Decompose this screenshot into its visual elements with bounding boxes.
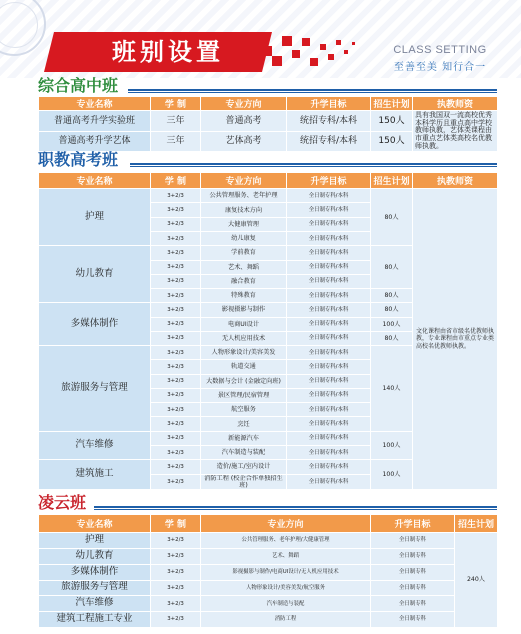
enrollment-plan: 80人 [371, 189, 413, 246]
admission-goal: 全日制专科 [371, 580, 455, 596]
major-direction: 康复技术方向 [201, 203, 287, 217]
decorative-pixel-mosaic [262, 32, 362, 72]
program-length: 3+2/3 [151, 203, 201, 217]
table-header-row [39, 515, 498, 533]
major-name: 幼儿教育 [39, 246, 151, 303]
program-length: 3+2/3 [151, 580, 201, 596]
program-length: 3+2/3 [151, 460, 201, 474]
major-direction: 造价/施工/室内设计 [201, 460, 287, 474]
major-direction: 人物形象设计/美容美发/航空服务 [201, 580, 371, 596]
column-header: 专业方向 [201, 515, 371, 533]
major-direction: 消防工程 [201, 612, 371, 628]
program-length: 3+2/3 [151, 445, 201, 459]
section-title: 凌云班 [38, 493, 87, 512]
program-length: 3+2/3 [151, 596, 201, 612]
column-header: 专业名称 [39, 173, 151, 189]
major-direction: 大数据与会计 (金融定向班) [201, 374, 287, 388]
major-direction: 特殊教育 [201, 289, 287, 303]
program-length: 3+2/3 [151, 431, 201, 445]
column-header: 执教师资 [413, 97, 498, 111]
column-header: 专业名称 [39, 515, 151, 533]
table-row [39, 564, 498, 580]
page-title: 班别设置 [112, 38, 224, 66]
column-header: 升学目标 [371, 515, 455, 533]
table-row [39, 189, 498, 203]
major-direction: 影视摄影与制作 [201, 303, 287, 317]
column-header: 招生计划 [371, 173, 413, 189]
admission-goal: 统招专科/本科 [287, 111, 371, 132]
major-name: 护理 [39, 533, 151, 549]
major-direction: 影视摄影与制作/电商UI设计/无人机应用技术 [201, 564, 371, 580]
admission-goal: 全日制专科/本科 [287, 417, 371, 431]
major-direction: 公共管理服务、老年护理/大健康管理 [201, 533, 371, 549]
major-direction: 普通高考 [201, 111, 287, 132]
major-name: 建筑施工 [39, 460, 151, 490]
major-direction: 轨道交通 [201, 360, 287, 374]
program-length: 3+2/3 [151, 374, 201, 388]
admission-goal: 全日制专科/本科 [287, 445, 371, 459]
major-direction: 幼儿康复 [201, 231, 287, 245]
admission-goal: 全日制专科/本科 [287, 274, 371, 288]
major-direction: 烹饪 [201, 417, 287, 431]
comprehensive-class-table [38, 96, 498, 152]
table-header-row [39, 173, 498, 189]
program-length: 3+2/3 [151, 548, 201, 564]
school-motto: 至善至美 知行合一 [393, 62, 487, 73]
admission-goal: 全日制专科/本科 [287, 217, 371, 231]
column-header: 专业方向 [201, 97, 287, 111]
major-name: 普通高考升学艺体 [39, 131, 151, 152]
column-header: 学 制 [151, 515, 201, 533]
program-length: 3+2/3 [151, 246, 201, 260]
program-length: 3+2/3 [151, 189, 201, 203]
admission-goal: 全日制专科 [371, 612, 455, 628]
admission-goal: 全日制专科/本科 [287, 317, 371, 331]
major-direction: 景区管理/民宿管理 [201, 388, 287, 402]
program-length: 3+2/3 [151, 612, 201, 628]
section-divider [128, 89, 497, 91]
lingyun-class-table [38, 514, 498, 628]
admission-goal: 全日制专科/本科 [287, 346, 371, 360]
table-row [39, 612, 498, 628]
section-divider [94, 506, 497, 508]
major-direction: 汽车制造与装配 [201, 596, 371, 612]
faculty-description: 文化课程由省市级名优教师执教，专业课程由市重点专业类高校名优教师执教。 [413, 189, 498, 490]
major-direction: 消防工程 (校企合作单独招生班) [201, 474, 287, 490]
enrollment-plan: 140人 [371, 346, 413, 432]
enrollment-plan: 80人 [371, 303, 413, 317]
major-direction: 融合教育 [201, 274, 287, 288]
program-length: 3+2/3 [151, 274, 201, 288]
vocational-class-table [38, 172, 498, 490]
major-direction: 汽车制造与装配 [201, 445, 287, 459]
major-direction: 新能源汽车 [201, 431, 287, 445]
major-name: 旅游服务与管理 [39, 346, 151, 432]
admission-goal: 全日制专科 [371, 533, 455, 549]
major-name: 护理 [39, 189, 151, 246]
program-length: 3+2/3 [151, 331, 201, 345]
admission-goal: 全日制专科/本科 [287, 260, 371, 274]
program-length: 3+2/3 [151, 317, 201, 331]
admission-goal: 全日制专科 [371, 596, 455, 612]
major-name: 旅游服务与管理 [39, 580, 151, 596]
column-header: 学 制 [151, 97, 201, 111]
admission-goal: 全日制专科/本科 [287, 289, 371, 303]
admission-goal: 全日制专科/本科 [287, 360, 371, 374]
program-length: 3+2/3 [151, 403, 201, 417]
admission-goal: 全日制专科 [371, 564, 455, 580]
major-direction: 艺术、舞蹈 [201, 548, 371, 564]
table-row [39, 533, 498, 549]
faculty-description: 具有我国双一流高校优秀本科学历且重点高中学校教师执教，艺体类课程由市重点艺体类高校名优教师执教。 [413, 111, 498, 152]
major-direction: 大健康管理 [201, 217, 287, 231]
admission-goal: 全日制专科/本科 [287, 431, 371, 445]
section-divider [130, 163, 497, 165]
major-name: 多媒体制作 [39, 564, 151, 580]
admission-goal: 全日制专科/本科 [287, 203, 371, 217]
admission-goal: 全日制专科/本科 [287, 189, 371, 203]
table-row [39, 548, 498, 564]
program-length: 3+2/3 [151, 564, 201, 580]
column-header: 升学目标 [287, 173, 371, 189]
program-length: 3+2/3 [151, 260, 201, 274]
column-header: 专业名称 [39, 97, 151, 111]
program-length: 3+2/3 [151, 533, 201, 549]
column-header: 专业方向 [201, 173, 287, 189]
section-title: 职教高考班 [38, 150, 119, 169]
enrollment-plan: 150人 [371, 111, 413, 132]
major-name: 幼儿教育 [39, 548, 151, 564]
program-length: 3+2/3 [151, 360, 201, 374]
major-direction: 公共管理服务、老年护理 [201, 189, 287, 203]
enrollment-plan: 80人 [371, 246, 413, 289]
column-header: 学 制 [151, 173, 201, 189]
major-direction: 航空服务 [201, 403, 287, 417]
major-name: 普通高考升学实验班 [39, 111, 151, 132]
program-length: 3+2/3 [151, 217, 201, 231]
table-row [39, 596, 498, 612]
enrollment-plan: 150人 [371, 131, 413, 152]
admission-goal: 全日制专科/本科 [287, 460, 371, 474]
admission-goal: 全日制专科/本科 [287, 403, 371, 417]
column-header: 升学目标 [287, 97, 371, 111]
enrollment-plan: 100人 [371, 317, 413, 331]
program-length: 三年 [151, 111, 201, 132]
program-length: 3+2/3 [151, 388, 201, 402]
admission-goal: 全日制专科/本科 [287, 388, 371, 402]
major-name: 汽车维修 [39, 596, 151, 612]
table-row [39, 580, 498, 596]
program-length: 3+2/3 [151, 417, 201, 431]
column-header: 招生计划 [455, 515, 498, 533]
admission-goal: 全日制专科/本科 [287, 231, 371, 245]
major-name: 建筑工程施工专业 [39, 612, 151, 628]
major-direction: 无人机应用技术 [201, 331, 287, 345]
column-header: 执教师资 [413, 173, 498, 189]
admission-goal: 全日制专科/本科 [287, 331, 371, 345]
program-length: 三年 [151, 131, 201, 152]
major-direction: 电商UI设计 [201, 317, 287, 331]
column-header: 招生计划 [371, 97, 413, 111]
table-row [39, 111, 498, 132]
enrollment-plan: 80人 [371, 331, 413, 345]
enrollment-plan: 240人 [455, 533, 498, 628]
enrollment-plan: 100人 [371, 460, 413, 490]
admission-goal: 全日制专科/本科 [287, 374, 371, 388]
admission-goal: 统招专科/本科 [287, 131, 371, 152]
program-length: 3+2/3 [151, 474, 201, 490]
admission-goal: 全日制专科/本科 [287, 246, 371, 260]
major-name: 汽车维修 [39, 431, 151, 460]
program-length: 3+2/3 [151, 346, 201, 360]
program-length: 3+2/3 [151, 231, 201, 245]
major-direction: 艺体高考 [201, 131, 287, 152]
section-heading-comprehensive [38, 77, 497, 95]
major-direction: 艺术、舞蹈 [201, 260, 287, 274]
header-banner [0, 0, 521, 78]
program-length: 3+2/3 [151, 303, 201, 317]
major-direction: 人物形象设计/美容美发 [201, 346, 287, 360]
admission-goal: 全日制专科/本科 [287, 303, 371, 317]
english-subtitle: CLASS SETTING [393, 44, 487, 56]
major-name: 多媒体制作 [39, 303, 151, 346]
admission-goal: 全日制专科 [371, 548, 455, 564]
enrollment-plan: 80人 [371, 289, 413, 303]
program-length: 3+2/3 [151, 289, 201, 303]
enrollment-plan: 100人 [371, 431, 413, 460]
section-heading-vocational [38, 151, 497, 169]
table-header-row [39, 97, 498, 111]
admission-goal: 全日制专科/本科 [287, 474, 371, 490]
major-direction: 学前教育 [201, 246, 287, 260]
section-heading-lingyun [38, 494, 497, 512]
section-title: 综合高中班 [38, 76, 119, 95]
